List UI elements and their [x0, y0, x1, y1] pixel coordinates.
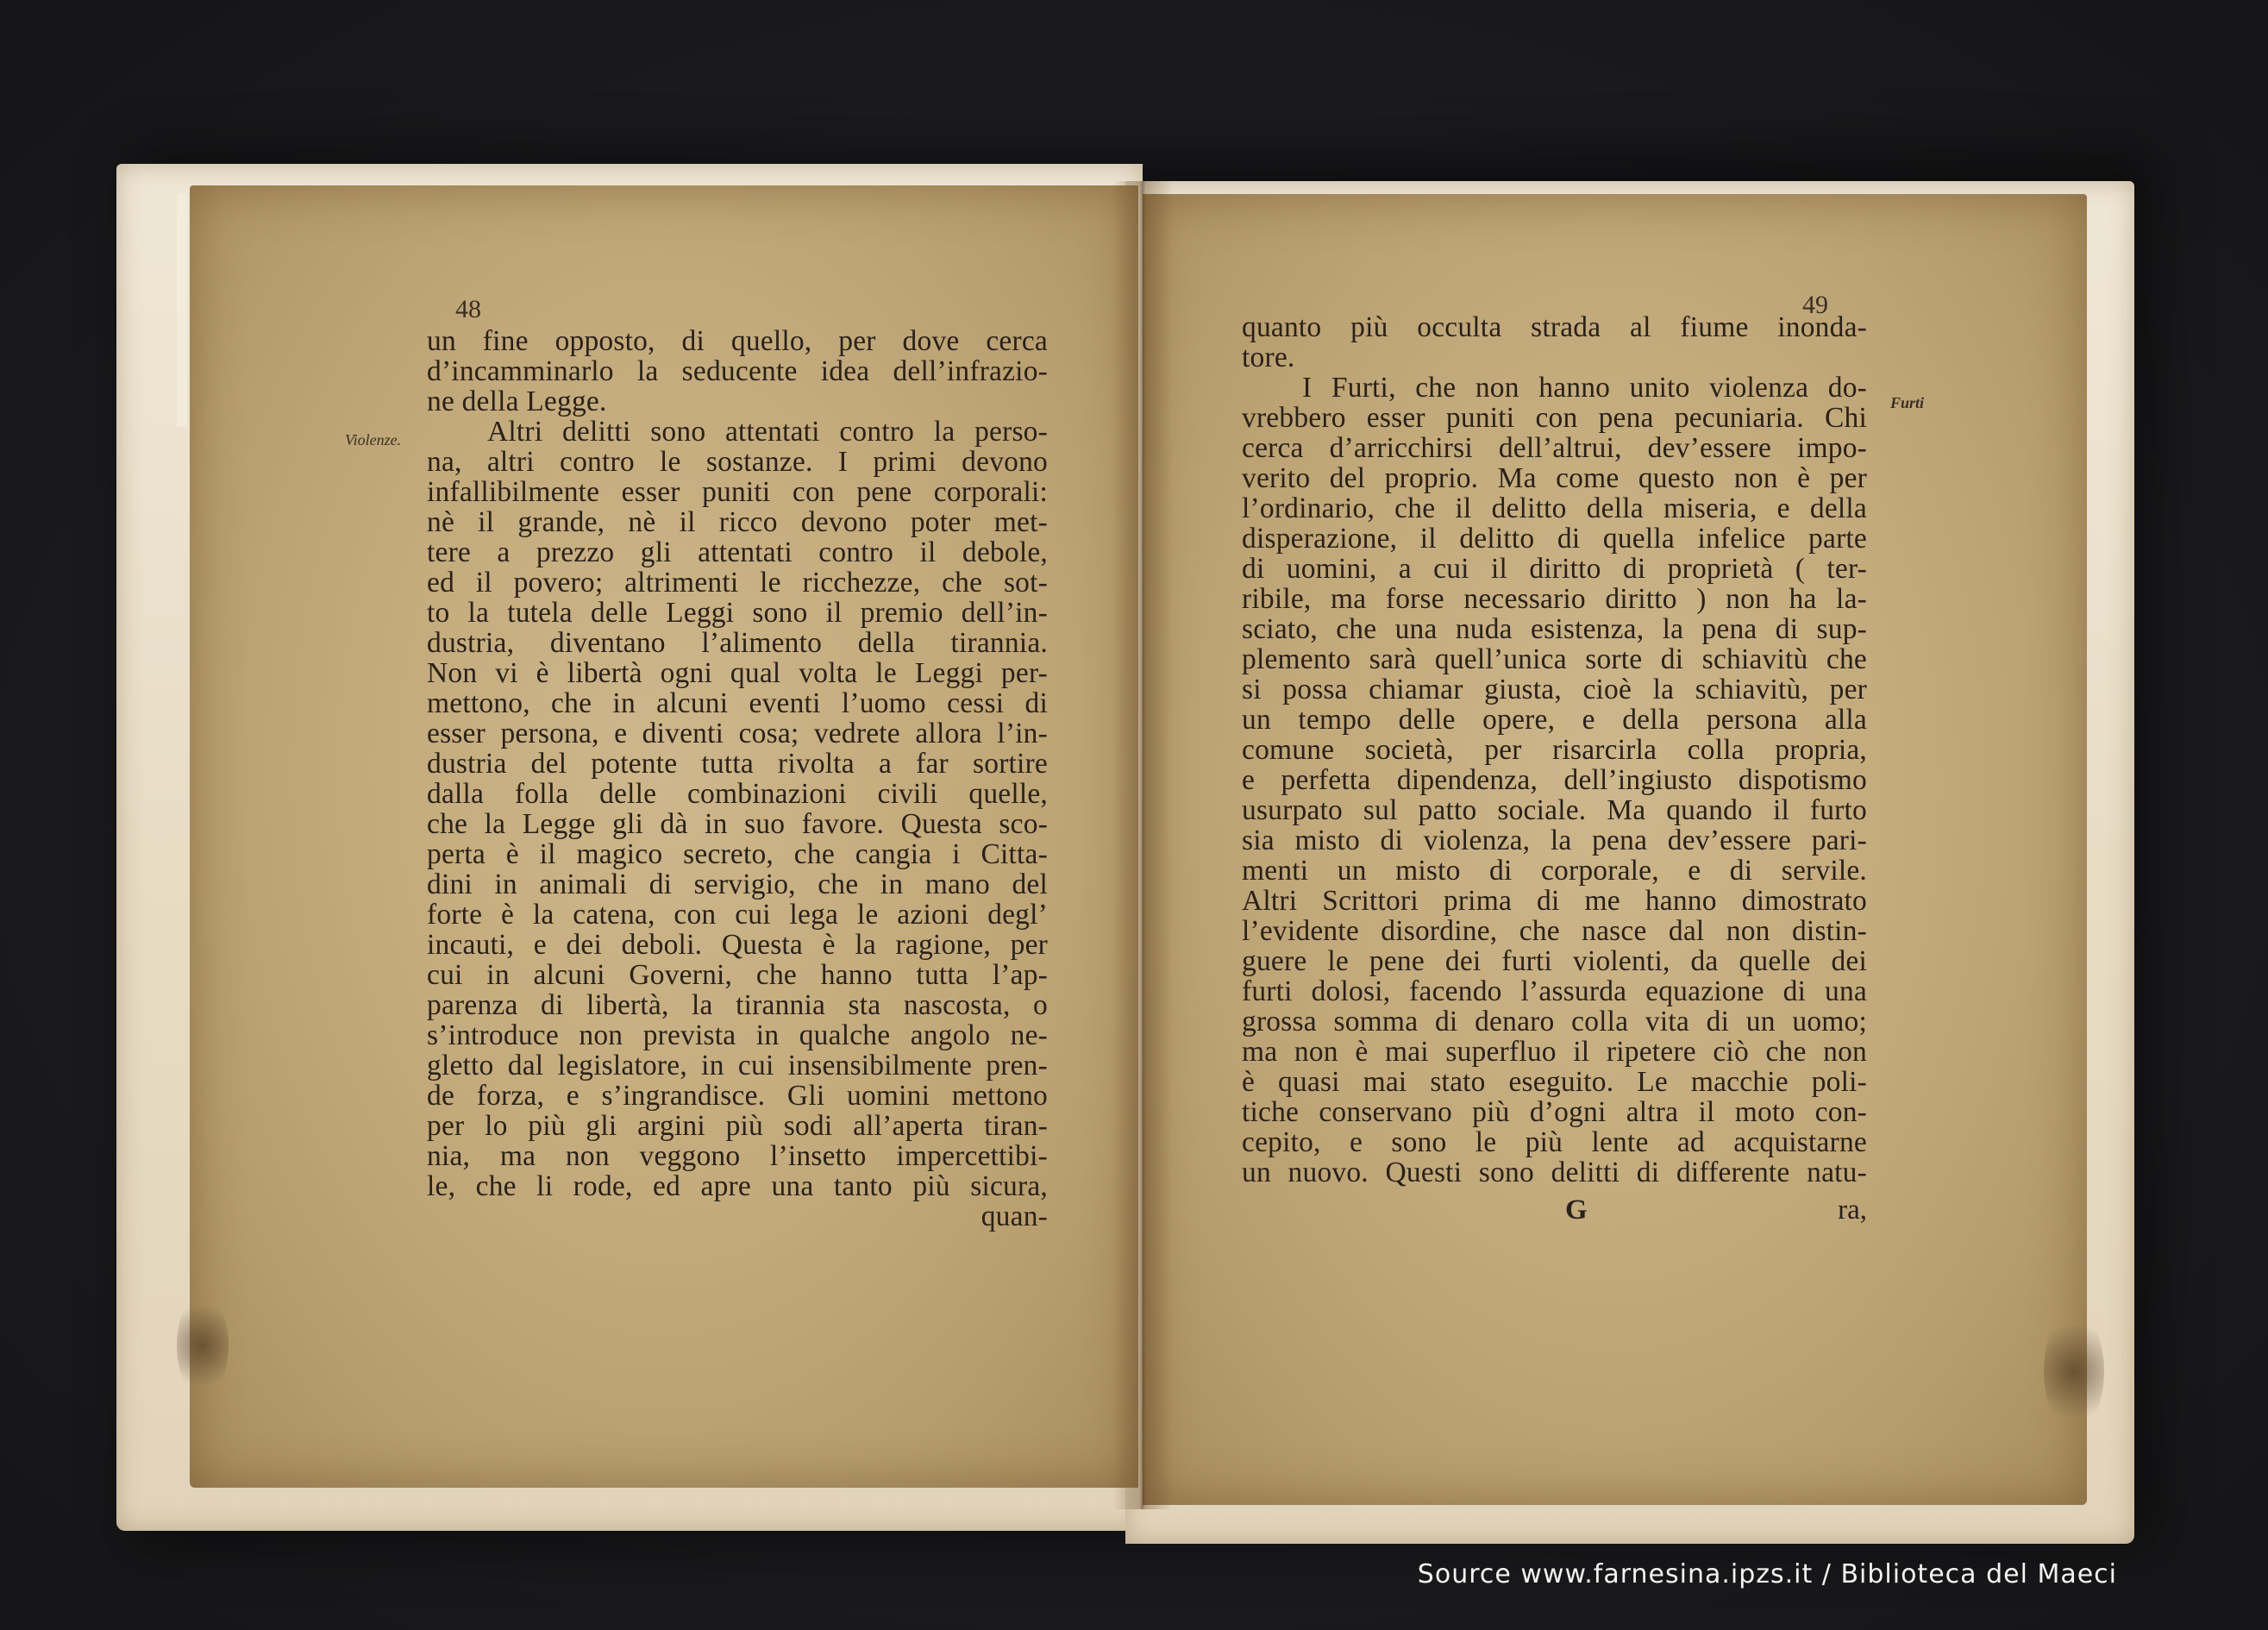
text-line: esser persona, e diventi cosa; vedrete allora l’in- — [427, 718, 1048, 749]
marginal-note-right: Furti — [1890, 394, 1925, 411]
text-line: si possa chiamar giusta, cioè la schiavitù, per — [1242, 674, 1867, 705]
text-line: un nuovo. Questi sono delitti di differente natu- — [1242, 1157, 1867, 1188]
text-line: è quasi mai stato eseguito. Le macchie poli- — [1242, 1066, 1867, 1098]
text-line: disperazione, il delitto di quella infelice parte — [1242, 523, 1867, 555]
foxing-stain — [177, 1294, 229, 1397]
text-line: un tempo delle opere, e della persona alla — [1242, 704, 1867, 736]
text-line: ed il povero; altrimenti le ricchezze, che sot- — [427, 567, 1048, 599]
text-line: tiche conservano più d’ogni altra il moto con- — [1242, 1096, 1867, 1128]
text-line: usurpato sul patto sociale. Ma quando il furto — [1242, 794, 1867, 826]
text-line: de forza, e s’ingrandisce. Gli uomini mettono — [427, 1080, 1048, 1112]
text-line: dalla folla delle combinazioni civili quelle, — [427, 778, 1048, 810]
text-line: un fine opposto, di quello, per dove cerca — [427, 325, 1048, 357]
text-line: to la tutela delle Leggi sono il premio dell’in- — [427, 597, 1048, 629]
text-line: cerca d’arricchirsi dell’altrui, dev’essere impo- — [1242, 432, 1867, 464]
text-line: dini in animali di servigio, che in mano del — [427, 868, 1048, 900]
tipped-in-edge — [177, 194, 187, 427]
text-line: perta è il magico secreto, che cangia i Citta- — [427, 838, 1048, 870]
left-page-text — [427, 326, 1048, 1232]
text-line: quanto più occulta strada al fiume inonda- — [1242, 311, 1867, 343]
text-line: dustria, diventano l’alimento della tirannia. — [427, 627, 1048, 659]
text-line: che la Legge gli dà in suo favore. Questa sco- — [427, 808, 1048, 840]
right-page-text — [1242, 312, 1867, 1188]
text-line: nè il grande, nè il ricco devono poter met- — [427, 506, 1048, 538]
catchword-right: ra, — [1838, 1194, 1867, 1226]
text-line: tere a prezzo gli attentati contro il debole, — [427, 536, 1048, 568]
text-line: na, altri contro le sostanze. I primi devono — [427, 446, 1048, 478]
text-line: sciato, che una nuda esistenza, la pena di sup- — [1242, 613, 1867, 645]
signature-mark: G — [1565, 1194, 1588, 1226]
text-line: grossa somma di denaro colla vita di un uomo; — [1242, 1006, 1867, 1038]
text-line: Altri delitti sono attentati contro la perso- — [487, 416, 1048, 448]
text-line: l’evidente disordine, che nasce dal non distin- — [1242, 915, 1867, 947]
text-line: cepito, e sono le più lente ad acquistarne — [1242, 1126, 1867, 1158]
text-line: Non vi è libertà ogni qual volta le Leggi per- — [427, 657, 1048, 689]
text-line: cui in alcuni Governi, che hanno tutta l’ap- — [427, 959, 1048, 991]
text-line: menti un misto di corporale, e di servile. — [1242, 855, 1867, 887]
text-line: guere le pene dei furti violenti, da quelle dei — [1242, 945, 1867, 977]
text-line: infallibilmente esser puniti con pene corporali: — [427, 476, 1048, 508]
text-line: vrebbero esser puniti con pena pecuniaria. Chi — [1242, 402, 1867, 434]
text-line: gletto dal legislatore, in cui insensibilmente pren- — [427, 1050, 1048, 1081]
text-line: sia misto di violenza, la pena dev’essere pari- — [1242, 824, 1867, 856]
source-credit: Source www.farnesina.ipzs.it / Biblioteca del Maeci — [1417, 1559, 2117, 1589]
foxing-stain — [2044, 1311, 2104, 1432]
text-line: ribile, ma forse necessario diritto ) non ha la- — [1242, 583, 1867, 615]
text-line: s’introduce non prevista in qualche angolo ne- — [427, 1019, 1048, 1051]
text-line: mettono, che in alcuni eventi l’uomo cessi di — [427, 687, 1048, 719]
marginal-note-left: Violenze. — [345, 431, 402, 448]
text-line: di uomini, a cui il diritto di proprietà ( ter- — [1242, 553, 1867, 585]
text-line: verito del proprio. Ma come questo non è per — [1242, 462, 1867, 494]
page-number-left: 48 — [455, 295, 481, 323]
text-line: ma non è mai superfluo il ripetere ciò che non — [1242, 1036, 1867, 1068]
catchword-left: quan- — [981, 1201, 1048, 1232]
text-line: nia, ma non veggono l’insetto impercettibi- — [427, 1140, 1048, 1172]
page-number-right: 49 — [1802, 291, 1828, 319]
book-gutter — [1112, 181, 1173, 1509]
text-line: le, che li rode, ed apre una tanto più sicura, — [427, 1170, 1048, 1202]
text-line: parenza di libertà, la tirannia sta nascosta, o — [427, 989, 1048, 1021]
text-line: per lo più gli argini più sodi all’aperta tiran- — [427, 1110, 1048, 1142]
text-line: furti dolosi, facendo l’assurda equazione di una — [1242, 975, 1867, 1007]
text-line: dustria del potente tutta rivolta a far sortire — [427, 748, 1048, 780]
text-line: e perfetta dipendenza, dell’ingiusto dispotismo — [1242, 764, 1867, 796]
text-line: comune società, per risarcirla colla propria, — [1242, 734, 1867, 766]
text-line: Altri Scrittori prima di me hanno dimostrato — [1242, 885, 1867, 917]
text-line: forte è la catena, con cui lega le azioni degl’ — [427, 899, 1048, 931]
text-line: tore. — [1242, 342, 1295, 373]
text-line: d’incamminarlo la seducente idea dell’infrazio- — [427, 355, 1048, 387]
text-line: ne della Legge. — [427, 386, 607, 417]
text-line: plemento sarà quell’unica sorte di schiavitù che — [1242, 643, 1867, 675]
text-line: l’ordinario, che il delitto della miseria, e della — [1242, 492, 1867, 524]
text-line: incauti, e dei deboli. Questa è la ragione, per — [427, 929, 1048, 961]
text-line: I Furti, che non hanno unito violenza do- — [1302, 372, 1867, 404]
